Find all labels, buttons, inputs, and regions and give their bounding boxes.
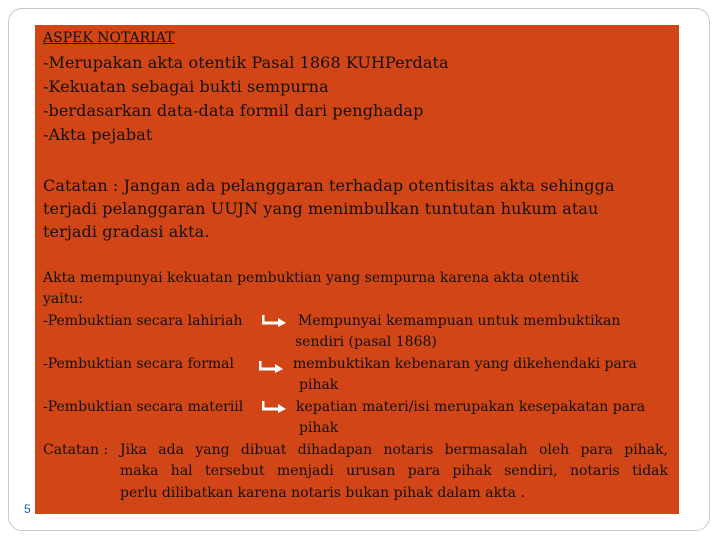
- note2-label: Catatan :: [43, 442, 109, 458]
- note2-line-3: perlu dilibatkan karena notaris bukan pihak dalam akta .: [120, 485, 525, 501]
- proof-desc-lahiriah-2: sendiri (pasal 1868): [295, 334, 437, 350]
- page-number: 5: [24, 502, 31, 516]
- note2-line-2: maka hal tersebut menjadi urusan para pihak sendiri, notaris tidak: [120, 463, 668, 479]
- proof-label-materiil: -Pembuktian secara materiil: [43, 399, 244, 415]
- proof-desc-formal-2: pihak: [299, 377, 339, 393]
- proof-desc-lahiriah-1: Mempunyai kemampuan untuk membuktikan: [298, 313, 621, 329]
- note1-line-2: terjadi pelanggaran UUJN yang menimbulkan tuntutan hukum atau: [43, 199, 599, 218]
- point-2: -Kekuatan sebagai bukti sempurna: [43, 77, 329, 96]
- slide-heading: ASPEK NOTARIAT: [43, 30, 175, 46]
- proof-label-lahiriah: -Pembuktian secara lahiriah: [43, 313, 243, 329]
- proof-desc-materiil-2: pihak: [299, 420, 339, 436]
- right-arrow-icon: [262, 314, 288, 328]
- proof-label-formal: -Pembuktian secara formal: [43, 356, 235, 372]
- right-arrow-icon: [259, 360, 285, 374]
- proof-desc-formal-1: membuktikan kebenaran yang dikehendaki para: [293, 356, 637, 372]
- point-3: -berdasarkan data-data formil dari penghadap: [43, 101, 424, 120]
- note1-line-3: terjadi gradasi akta.: [43, 222, 210, 241]
- proof-desc-materiil-1: kepatian materi/isi merupakan kesepakatan para: [296, 399, 646, 415]
- point-1: -Merupakan akta otentik Pasal 1868 KUHPerdata: [43, 53, 449, 72]
- intro-line-1: Akta mempunyai kekuatan pembuktian yang sempurna karena akta otentik: [43, 270, 579, 286]
- intro-line-2: yaitu:: [43, 291, 84, 307]
- note2-line-1: Jika ada yang dibuat dihadapan notaris bermasalah oleh para pihak,: [120, 442, 668, 458]
- right-arrow-icon: [262, 400, 288, 414]
- point-4: -Akta pejabat: [43, 125, 153, 144]
- note1-line-1: Catatan : Jangan ada pelanggaran terhadap otentisitas akta sehingga: [43, 176, 615, 195]
